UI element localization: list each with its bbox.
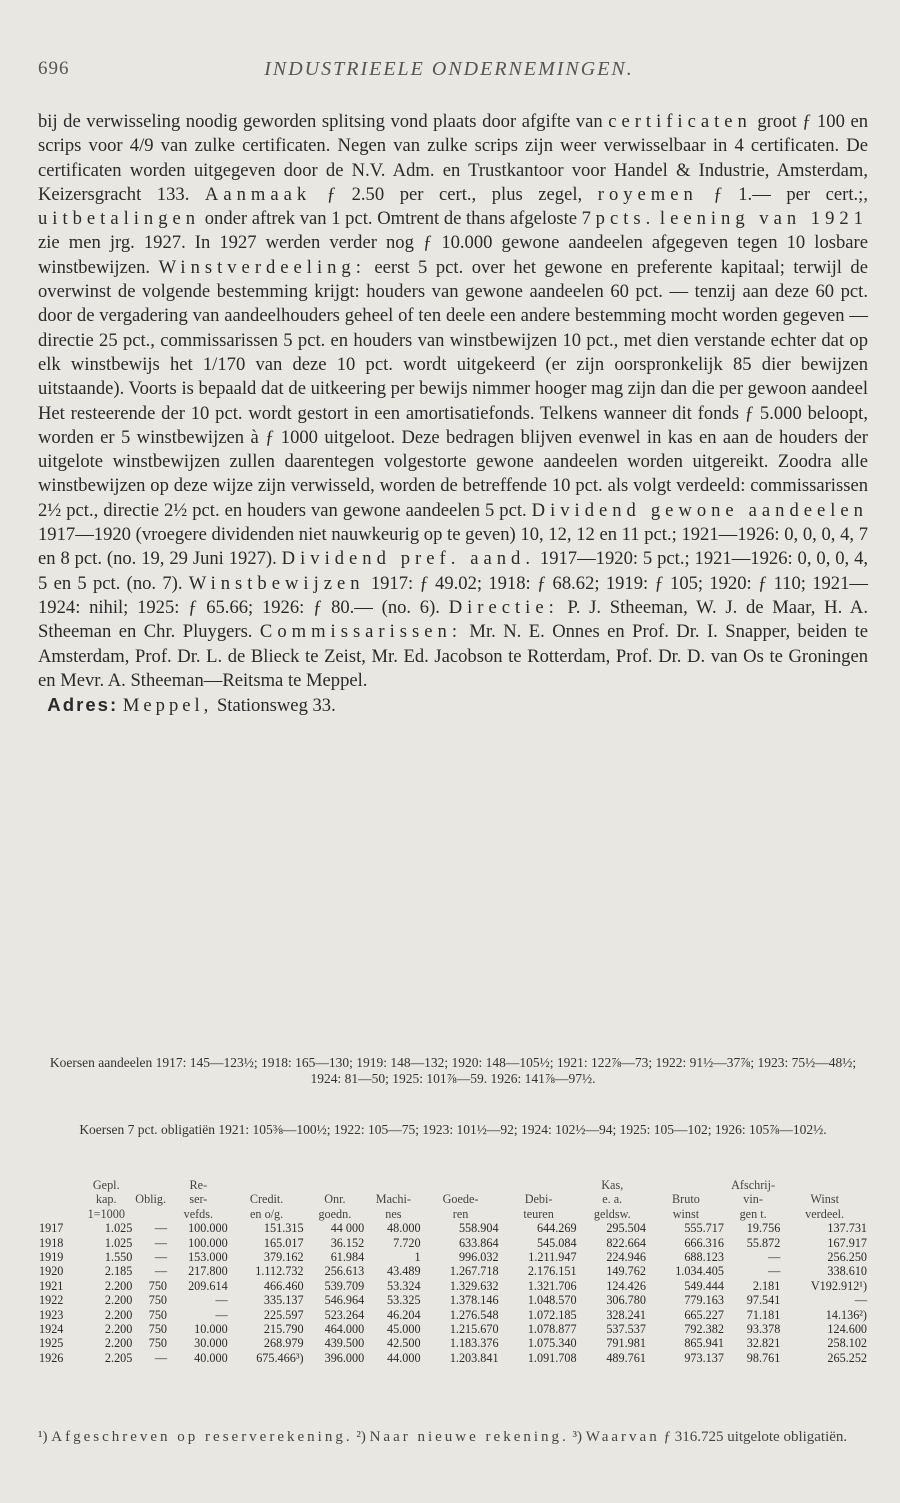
table-cell: 40.000 [194,1350,228,1365]
table-cell: 546.964 [324,1293,365,1308]
spaced-term-commissarissen: Commissarissen: [259,621,462,643]
table-cell: — [854,1293,867,1308]
text-run: 1917—1920: 5 pct.; 1921—1926: 0, 0, 0, 4, 5 en 5 pct. (no. 7). [38,548,869,594]
year-cell: 1923 [39,1307,64,1322]
share-prices: Koersen aandeelen 1917: 145—123½; 1918: 165—130; 1919: 148—132; 1920: 148—105½; 1921: 122⅞—73; 1922: 91½—37⅞; 1923: 75½—48½; 1924: 81—50; 1925: 101⅞—59. 1926: 141⅞—97½. [49,1055,857,1086]
table-row [38,1221,868,1235]
table-cell: 750 [148,1322,168,1337]
table-cell: 32.821 [746,1336,781,1351]
table-cell: 97.541 [746,1293,781,1308]
table-row [38,1250,868,1264]
table-cell: 153.000 [188,1250,228,1265]
table-cell: 644.269 [536,1221,577,1236]
table-cell: 1.048.570 [527,1293,577,1308]
footnote-text: Afgeschreven op reserverekening. [51,1429,353,1445]
table-cell: — [154,1264,168,1279]
table-cell: 1.072.185 [527,1307,577,1322]
footnote-marker: ³) [572,1429,583,1445]
table-cell: — [154,1235,168,1250]
address-label: Adres: [47,694,119,716]
page-header [38,58,860,88]
table-cell: 45.000 [387,1322,421,1337]
table-cell: 1.112.732 [255,1264,304,1279]
table-cell: 396.000 [324,1350,365,1365]
header-cell: verdeel. [805,1206,845,1221]
table-cell: 1.211.947 [528,1250,577,1265]
table-cell: 750 [148,1336,168,1351]
header-cell: nes [385,1206,402,1221]
table-cell: 2.200 [104,1336,133,1351]
table-cell: 750 [148,1293,168,1308]
text-run: 1917: ƒ 49.02; 1918: ƒ 68.62; 1919: ƒ 105; 1920: ƒ 110; 1921—1924: nihil; 1925: ƒ 65.66; 1926: ƒ 80.— (no. 6). [38,572,868,618]
header-row [38,1178,868,1192]
table-cell: 2.200 [104,1322,133,1337]
table-cell: 822.664 [606,1235,646,1250]
table-cell: 466.460 [263,1278,304,1293]
table-cell: 489.761 [606,1350,646,1365]
year-cell: 1925 [39,1336,64,1351]
header-cell: Oblig. [135,1192,167,1207]
spaced-term-winstbewijzen: Winstbewijzen [188,572,365,594]
year-cell: 1919 [39,1250,64,1265]
header-row [38,1207,868,1221]
table-cell: 100.000 [188,1221,228,1236]
footnote-text: ƒ 316.725 uitgelote obligatiën. [663,1429,848,1445]
table-cell: 2.200 [104,1307,133,1322]
table-cell: 124.600 [827,1322,867,1337]
table-cell: 439.500 [324,1336,365,1351]
header-cell [38,1192,79,1206]
table-cell: 1.550 [104,1250,133,1265]
table-cell: 306.780 [606,1293,646,1308]
table-cell: — [154,1221,168,1236]
header-cell: vefds. [183,1206,214,1221]
table-cell: 53.325 [387,1293,421,1308]
header-cell [365,1178,421,1192]
page-number: 696 [38,58,70,79]
main-paragraph [38,110,868,693]
table-cell: 1.203.841 [449,1350,499,1365]
table-cell: 2.200 [104,1278,133,1293]
table-cell: — [768,1250,781,1265]
table-cell: 256.613 [324,1264,365,1279]
table-cell: 295.504 [606,1221,646,1236]
table-cell: 209.614 [188,1278,228,1293]
year-cell: 1918 [39,1235,64,1250]
header-cell: Credit. [249,1192,284,1207]
table-cell: 779.163 [684,1293,724,1308]
table-cell: 55.872 [746,1235,781,1250]
header-cell: teuren [523,1206,554,1221]
table-row [38,1236,868,1250]
table-cell: 30.000 [194,1336,228,1351]
text-run: zie men jrg. 1927. In 1927 werden verder nog ƒ 10.000 gewone aandeelen afgegeven tegen 10 losbare winstbewijzen. [38,232,868,278]
header-cell: Debi- [524,1192,553,1207]
footnote-marker: ¹) [38,1429,48,1445]
table-cell: 665.227 [684,1307,724,1322]
spaced-term-dividend-gewone: Dividend gewone aandeelen [531,499,868,521]
header-cell: geldsw. [593,1206,631,1221]
header-cell: vin- [743,1192,763,1207]
table-cell: 2.205 [104,1350,133,1365]
spaced-term-leening: leening van 1921 [659,208,868,230]
header-cell: gen t. [739,1206,767,1221]
table-cell: 2.185 [104,1264,133,1279]
header-cell: Goede- [442,1192,479,1207]
table-cell: 1.329.632 [449,1278,499,1293]
year-cell: 1922 [39,1293,64,1308]
header-cell [38,1207,79,1221]
table-cell: 335.137 [263,1293,304,1308]
text-run: ƒ 1.— per cert.;, [697,183,868,205]
table-cell: 338.610 [827,1264,867,1279]
table-cell: 1.025 [104,1235,133,1250]
header-cell [781,1178,868,1192]
table-cell: 1.267.718 [449,1264,499,1279]
bond-prices: Koersen 7 pct. obligatiën 1921: 105⅜—100½; 1922: 105—75; 1923: 101½—92; 1924: 102½—94; 1925: 105—102; 1926: 105⅞—102½. [79,1122,827,1137]
table-cell: 1.091.708 [527,1350,577,1365]
table-row [38,1351,868,1365]
header-cell: kap. [95,1192,117,1207]
header-cell: e. a. [602,1192,623,1207]
table-cell: 14.136²) [825,1307,867,1322]
year-cell: 1920 [39,1264,64,1279]
footnote-text: Waarvan [585,1429,660,1445]
table-cell: 151.315 [263,1221,304,1236]
table-cell: — [768,1264,781,1279]
header-cell: Bruto [672,1192,700,1207]
table-cell: 328.241 [606,1307,646,1322]
table-cell: 973.137 [684,1350,724,1365]
spaced-term-certificaten: certificaten [608,111,752,132]
table-cell: 137.731 [827,1221,867,1236]
table-cell: 549.444 [684,1278,724,1293]
table-row [38,1264,868,1278]
table-cell: 98.761 [746,1350,781,1365]
table-cell: 36.152 [330,1235,365,1250]
header-cell: winst [672,1206,700,1221]
year-cell: 1924 [39,1322,64,1337]
table-cell: 1.276.548 [449,1307,499,1322]
table-cell: 1.378.146 [449,1293,499,1308]
header-cell: ren [452,1206,469,1221]
table-cell: 44 000 [330,1221,365,1236]
header-cell: Winst [810,1192,839,1207]
table-cell: 53.324 [387,1278,421,1293]
header-cell: en o/g. [250,1206,284,1221]
table-cell: 93.378 [746,1322,781,1337]
header-cell [229,1178,305,1192]
spaced-term-dividend-pref: Dividend pref. aand. [281,548,535,570]
table-cell: 215.790 [263,1322,304,1337]
footnotes [38,1428,868,1446]
text-run: groot ƒ 100 en scrips voor 4/9 van zulke certificaten. Negen van zulke scrips zijn weer verwisselbaar in 4 certificaten. De certificaten worden uitgegeven door de N.V. Adm. en Trustkantoor voor Handel & Industrie, Amsterdam, Keizersgracht 133. [38,111,868,205]
table-cell: 44.000 [387,1350,421,1365]
header-cell: ser- [189,1192,208,1207]
header-cell [422,1178,500,1192]
table-cell: 42.500 [387,1336,421,1351]
table-cell: 1.078.877 [527,1322,577,1337]
table-cell: 217.800 [188,1264,228,1279]
table-cell: 256.250 [827,1250,867,1265]
table-cell: 537.537 [606,1322,646,1337]
header-cell: goedn. [318,1206,352,1221]
header-cell [647,1178,725,1192]
spaced-term-aanmaak: Aanmaak [204,183,312,205]
address-city: Meppel, [122,695,213,717]
spaced-term-royemen: royemen [597,183,698,205]
table-cell: 2.176.151 [527,1264,577,1279]
table-cell: 43.489 [387,1264,421,1279]
header-cell: Re- [189,1178,208,1192]
header-cell [38,1178,79,1192]
table-cell: 268.979 [263,1336,304,1351]
table-cell: 224.946 [606,1250,646,1265]
table-row [38,1308,868,1322]
spaced-term-winstverdeeling: Winstverdeeling: [158,256,366,278]
table-cell: 539.709 [324,1278,365,1293]
table-cell: 750 [148,1278,168,1293]
header-cell: Machi- [375,1192,411,1207]
table-cell: 46.204 [387,1307,421,1322]
table-cell: 124.426 [606,1278,646,1293]
header-cell [500,1178,578,1192]
footnote-marker: ²) [356,1429,366,1445]
table-cell: 523.264 [324,1307,365,1322]
table-cell: 1.183.376 [449,1336,499,1351]
table-cell: 792.382 [684,1322,724,1337]
table-cell: 1.034.405 [675,1264,724,1279]
table-cell: — [215,1307,228,1322]
year-cell: 1921 [39,1278,64,1293]
table-cell: 633.864 [458,1235,499,1250]
table-cell: 996.032 [458,1250,499,1265]
header-cell: Kas, [601,1178,624,1192]
spaced-term-directie: Directie: [448,596,559,618]
running-title: INDUSTRIEELE ONDERNEMINGEN. [264,58,634,80]
table-cell: 675.466³) [256,1350,304,1365]
table-cell: — [154,1350,168,1365]
table-cell: 666.316 [684,1235,724,1250]
text-run: Mr. N. E. Onnes en Prof. Dr. I. Snapper, beiden te Amsterdam, Prof. Dr. L. de Blieck te Zeist, Mr. Ed. Jacobson te Rotterdam, Prof. Dr. D. van Os te Groningen en Mevr. A. Stheeman—Reitsma te Meppel. [38,621,868,691]
text-run: P. J. Stheeman, W. J. de Maar, H. A. Stheeman en Chr. Pluygers. [38,596,869,643]
table-cell: 165.017 [263,1235,304,1250]
table-cell: 71.181 [746,1307,781,1322]
spaced-term-pcts: pcts. [595,208,656,230]
header-cell: Onr. [324,1192,346,1207]
body-text [38,110,868,718]
table-cell: 2.181 [752,1278,781,1293]
table-cell: 1.321.706 [527,1278,577,1293]
table-cell: — [215,1293,228,1308]
table-row [38,1279,868,1293]
table-cell: 167.917 [827,1235,867,1250]
table-cell: 1.215.670 [449,1322,499,1337]
year-cell: 1926 [39,1350,64,1365]
table-cell: 7.720 [393,1235,421,1250]
table-cell: 555.717 [684,1221,724,1236]
table-cell: 1.025 [104,1221,133,1236]
table-cell: 258.102 [827,1336,867,1351]
table-cell: 865.941 [684,1336,724,1351]
table-cell: 61.984 [330,1250,365,1265]
text-run: ƒ 2.50 per cert., plus zegel, [311,183,583,205]
table-cell: 265.252 [827,1350,867,1365]
table-cell: — [154,1250,168,1265]
header-cell [305,1178,366,1192]
table-cell: 464.000 [324,1322,365,1337]
footnote-text: Naar nieuwe rekening. [369,1429,569,1445]
table-cell: 19.756 [746,1221,781,1236]
table-cell: V192.912¹) [810,1278,867,1293]
header-cell [133,1207,168,1221]
text-run: 1917—1920 (vroegere dividenden niet nauwkeurig op te geven) 10, 12, 12 en 11 pct.; 1921—1926: 0, 0, 0, 4, 7 en 8 pct. (no. 19, 29 Juni 1927). [38,524,868,570]
table-cell: 791.981 [606,1336,646,1351]
table-row [38,1293,868,1307]
address-line [38,693,868,718]
text-run: eerst 5 pct. over het gewone en preferente kapitaal; terwijl de overwinst de volgende bestemming krijgt: houders van gewone aandeelen 60 pct. — tenzij aan deze 60 pct. door de vergadering van aandeelhouders geheel of ten deele een andere bestemming mocht worden gegeven — directie 25 pct., commissarissen 5 pct. en houders van winstbewijzen 10 pct., met dien verstande echter dat op elk winstbewijs het 1/170 van deze 10 pct. wordt uitgekeerd (er zijn oorspronkelijk 85 dier bewijzen uitstaande). Voorts is bepaald dat de uitkeering per bewijs nimmer hooger mag zijn dan die per gewoon aandeel Het resteerende der 10 pct. wordt gestort in een amortisatiefonds. Telkens wanneer dit fonds ƒ 5.000 beloopt, worden er 5 winstbewijzen à ƒ 1000 uitgeloot. Deze bedragen blijven evenwel in kas en aan de houders der uitgelote winstbewijzen zullen daarentegen volgestorte gewone aandeelen worden uitgereikt. Zoodra alle winstbewijzen op deze wijze zijn verwisseld, worden de betreffende 10 pct. als volgt verdeeld: commissarissen 2½ pct., directie 2½ pct. en houders van gewone aandeelen 5 pct. [38,256,868,521]
table-cell: 1 [414,1250,421,1265]
table-cell: 688.123 [684,1250,724,1265]
table-cell: 225.597 [263,1307,304,1322]
table-cell: 558.904 [458,1221,499,1236]
table-cell: 545.084 [536,1235,577,1250]
header-cell [133,1178,168,1192]
financial-table [38,1178,868,1365]
table-row [38,1322,868,1336]
table-cell: 379.162 [263,1250,304,1265]
header-row [38,1192,868,1206]
text-run: onder aftrek van 1 pct. Omtrent de thans afgeloste 7 [200,208,591,230]
table-cell: 10.000 [194,1322,228,1337]
header-cell: Afschrij- [731,1178,776,1192]
text-run: bij de verwisseling noodig geworden splitsing vond plaats door afgifte van [38,111,603,132]
year-cell: 1917 [39,1221,64,1236]
table-cell: 1.075.340 [527,1336,577,1351]
table-header [38,1178,868,1221]
table-cell: 48.000 [387,1221,421,1236]
header-cell: 1=1000 [87,1206,125,1221]
spaced-term-uitbetalingen: uitbetalingen [38,208,201,230]
table-cell: 100.000 [188,1235,228,1250]
table-cell: 2.200 [104,1293,133,1308]
table-cell: 149.762 [606,1264,646,1279]
table-body [38,1221,868,1365]
table-cell: 750 [148,1307,168,1322]
table-row [38,1336,868,1350]
address-street: Stationsweg 33. [212,695,336,717]
header-cell: Gepl. [92,1178,120,1192]
